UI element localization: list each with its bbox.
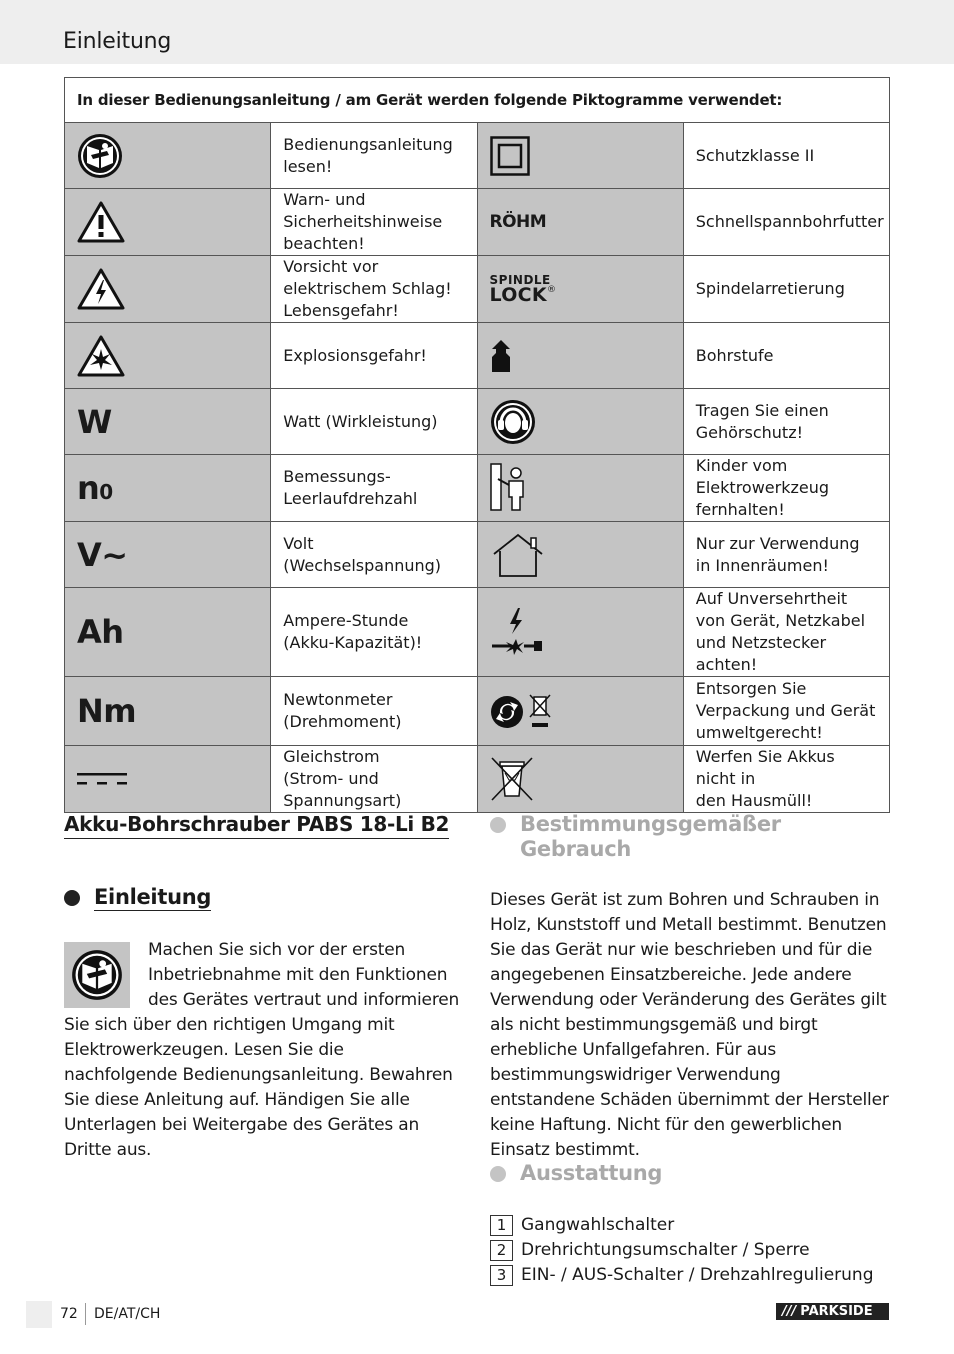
newton-meter-symbol: Nm: [65, 677, 271, 746]
idle-speed-symbol: n0: [65, 455, 271, 522]
pictogram-table: [64, 77, 890, 813]
table-row: [65, 588, 890, 677]
brand-name: PARKSIDE: [800, 1304, 873, 1319]
direct-current-icon: [65, 746, 271, 813]
warning-icon: [65, 189, 271, 256]
pictogram-label: Watt (Wirkleistung): [271, 389, 477, 455]
equipment-heading-block: [490, 1161, 890, 1185]
pictogram-label: Ampere-Stunde (Akku-Kapazität)!: [271, 588, 477, 677]
list-item: [490, 1263, 890, 1288]
protection-class-icon: [477, 123, 683, 189]
item-label: EIN- / AUS-Schalter / Drehzahlregulierung: [521, 1265, 874, 1285]
list-item: [490, 1213, 890, 1238]
equipment-heading: Ausstattung: [520, 1161, 663, 1185]
pictogram-label: Vorsicht vor elektrischem Schlag! Lebensgefahr!: [271, 256, 477, 323]
roehm-logo-text: RÖHM: [489, 212, 547, 232]
usage-text: Dieses Gerät ist zum Bohren und Schrauben in Holz, Kunststoff und Metall bestimmt. Benutzen Sie das Gerät nur wie beschrieben und für die angegebenen Einsatzbereiche. Jede andere Verwendung oder Veränderung des Gerätes gilt als nicht bestimmungsgemäß und birgt erhebliche Unfallgefahren. Für aus bestimmungswidriger Verwendung entstandene Schäden übernimmt der Hersteller keine Haftung. Nicht für den gewerblichen Einsatz bestimmt.: [490, 890, 889, 1160]
bullet-icon: [490, 817, 506, 833]
usage-section: [490, 888, 890, 1163]
manual-icon: [65, 123, 271, 189]
pictogram-label: Entsorgen Sie Verpackung und Gerät umweltgerecht!: [683, 677, 889, 746]
equipment-list: [490, 1213, 890, 1288]
recycling-icon: [477, 677, 683, 746]
pictogram-label-line: Gleichstrom: [283, 747, 380, 766]
pictogram-label: Bohrstufe: [683, 323, 889, 389]
page-number: 72: [60, 1306, 78, 1322]
table-row: [65, 389, 890, 455]
section-title: Einleitung: [63, 29, 172, 54]
spindle-logo-bottom: LOCK: [489, 283, 547, 306]
ampere-hour-symbol: Ah: [65, 588, 271, 677]
pictogram-label-line: (Strom- und Spannungsart): [283, 769, 402, 810]
pictogram-label: Newtonmeter (Drehmoment): [271, 677, 477, 746]
pictogram-label-line: den Hausmüll!: [695, 791, 813, 810]
pictogram-label: [271, 746, 477, 813]
pictogram-label: [683, 746, 889, 813]
brand-mark: ///: [782, 1304, 797, 1319]
table-row: [65, 746, 890, 813]
roehm-logo: [477, 189, 683, 256]
pictogram-label: Auf Unversehrtheit von Gerät, Netzkabel und Netzstecker achten!: [683, 588, 889, 677]
pictogram-label: Kinder vom Elektrowerkzeug fernhalten!: [683, 455, 889, 522]
footer-divider: [85, 1303, 86, 1325]
usage-heading-block: [490, 812, 890, 862]
intro-heading-row: [64, 885, 462, 909]
spindle-logo-top: SPINDLE: [489, 272, 551, 287]
intro-text: Machen Sie sich vor der ersten Inbetriebnahme mit den Funktionen des Gerätes vertraut und informieren Sie sich über den richtigen Umgang mit Elektrowerkzeugen. Lesen Sie die nachfolgende Bedienungsanleitung. Bewahren Sie diese Anleitung auf. Händigen Sie alle Unterlagen bei Weitergabe des Gerätes an Dritte aus.: [64, 940, 460, 1160]
item-label: Gangwahlschalter: [521, 1215, 675, 1235]
intro-heading: Einleitung: [94, 885, 212, 909]
pictogram-label: Warn- und Sicherheitshinweise beachten!: [271, 189, 477, 256]
table-row: [65, 323, 890, 389]
table-row: [65, 189, 890, 256]
ear-protection-icon: [477, 389, 683, 455]
footer-marker: [26, 1301, 52, 1328]
footer-locale: DE/AT/CH: [94, 1306, 161, 1322]
intro-section: [64, 938, 462, 1163]
cable-damage-icon: [477, 588, 683, 677]
table-row: [65, 522, 890, 588]
brand-logo: [776, 1303, 889, 1320]
item-number: 3: [490, 1265, 513, 1286]
table-row: [65, 455, 890, 522]
table-heading: In dieser Bedienungsanleitung / am Gerät werden folgende Piktogramme verwendet:: [65, 78, 890, 123]
keep-children-away-icon: [477, 455, 683, 522]
product-title: Akku-Bohrschrauber PABS 18-Li B2: [64, 812, 449, 839]
bullet-icon: [64, 890, 80, 906]
drill-stage-icon: [477, 323, 683, 389]
pictogram-label-line: Werfen Sie Akkus nicht in: [695, 747, 835, 788]
pictogram-label: Tragen Sie einen Gehörschutz!: [683, 389, 889, 455]
item-number: 2: [490, 1240, 513, 1261]
watt-symbol: W: [65, 389, 271, 455]
volt-ac-symbol: V~: [65, 522, 271, 588]
manual-icon: [64, 942, 130, 1008]
table-row: [65, 123, 890, 189]
table-row: [65, 677, 890, 746]
usage-heading-line: Gebrauch: [520, 837, 631, 861]
pictogram-label: Schutzklasse II: [683, 123, 889, 189]
usage-heading-line: Bestimmungsgemäßer: [520, 812, 781, 836]
table-row: [65, 256, 890, 323]
bullet-icon: [490, 1166, 506, 1182]
electric-shock-icon: [65, 256, 271, 323]
pictogram-label: Bemessungs-Leerlaufdrehzahl: [271, 455, 477, 522]
list-item: [490, 1238, 890, 1263]
indoor-use-icon: [477, 522, 683, 588]
item-number: 1: [490, 1215, 513, 1236]
pictogram-label: Nur zur Verwendung in Innenräumen!: [683, 522, 889, 588]
crossed-bin-icon: [477, 746, 683, 813]
registered-mark: ®: [546, 284, 556, 295]
left-column: [64, 812, 462, 839]
pictogram-label: Schnellspannbohrfutter: [683, 189, 889, 256]
spindle-lock-logo: [477, 256, 683, 323]
item-label: Drehrichtungsumschalter / Sperre: [521, 1240, 810, 1260]
pictogram-label: Spindelarretierung: [683, 256, 889, 323]
pictogram-label: Bedienungsanleitung lesen!: [271, 123, 477, 189]
pictogram-label: Explosionsgefahr!: [271, 323, 477, 389]
pictogram-label: Volt (Wechselspannung): [271, 522, 477, 588]
explosion-icon: [65, 323, 271, 389]
